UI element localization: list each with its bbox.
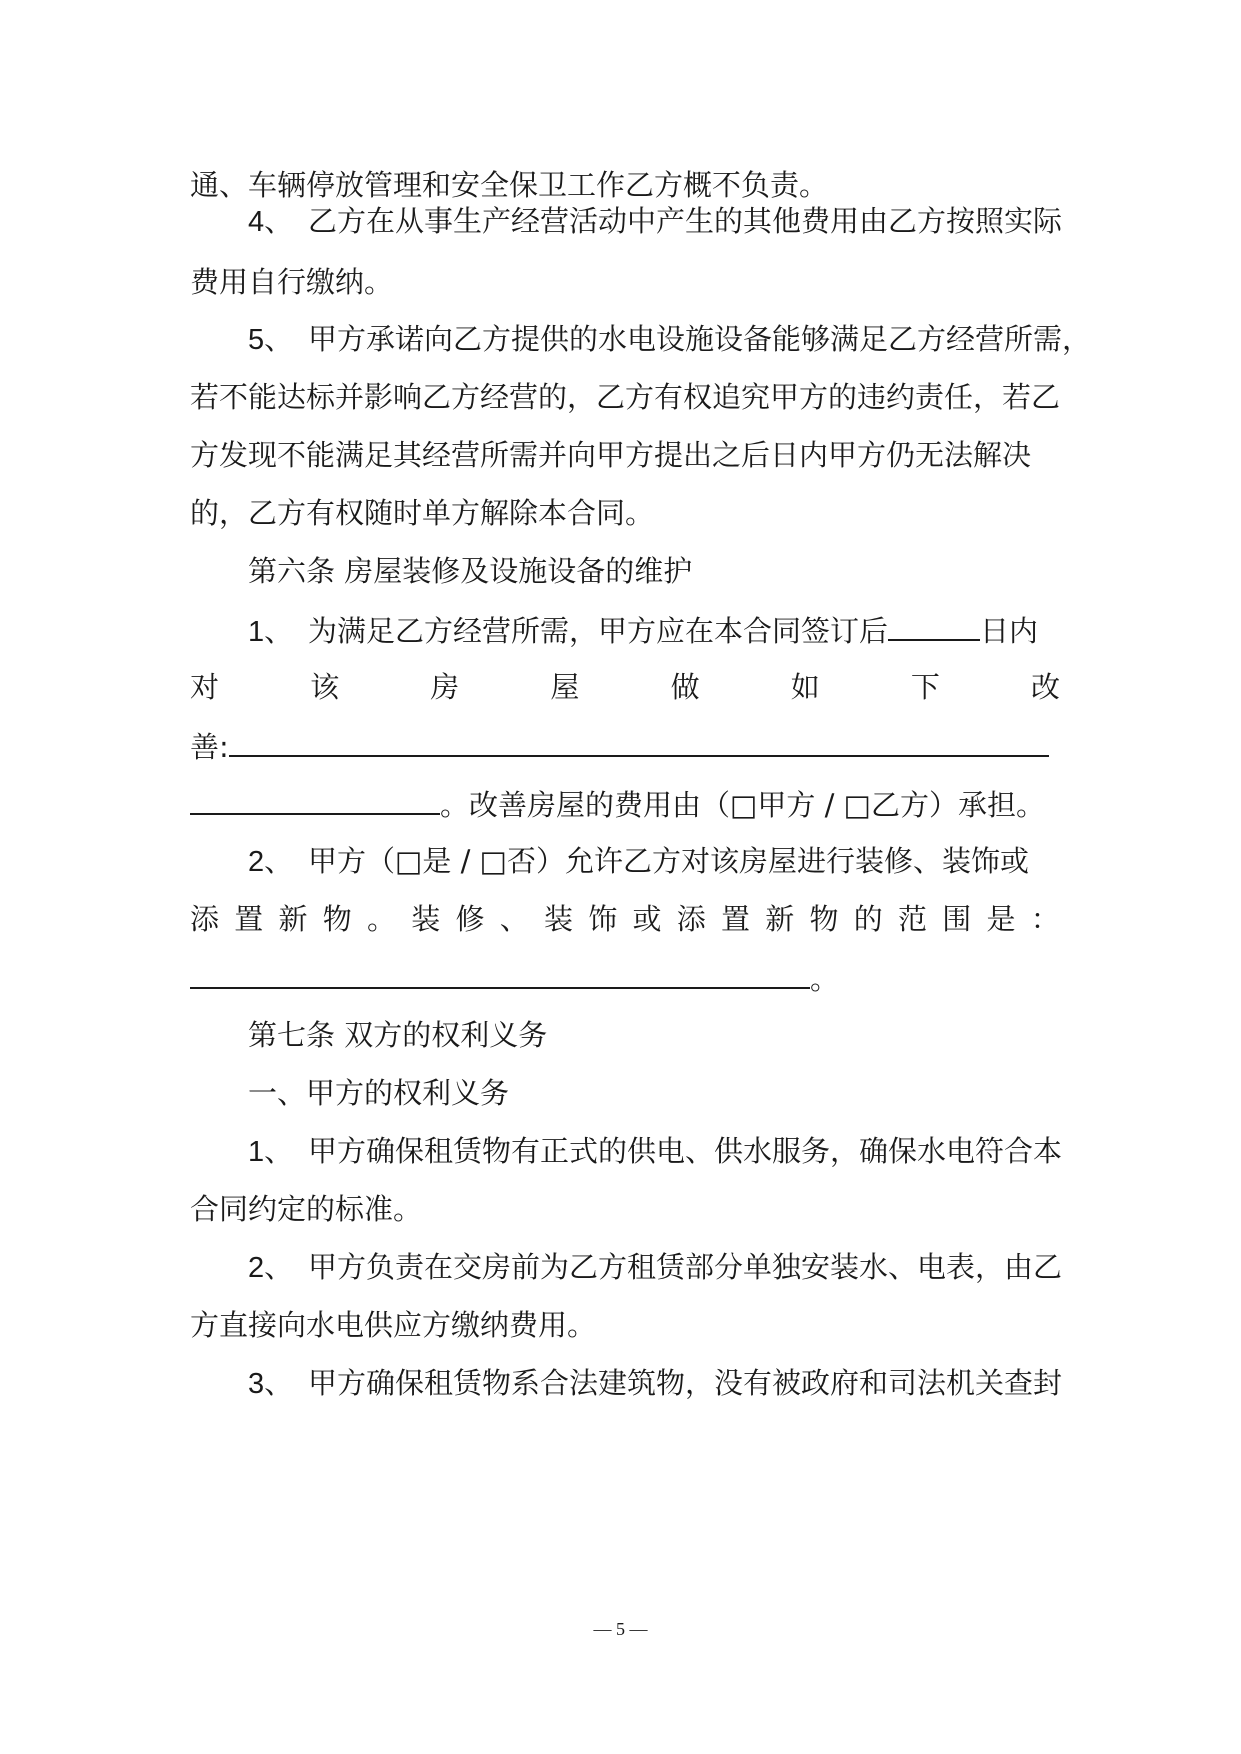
subsection-heading-text: 一、甲方的权利义务: [248, 1076, 510, 1110]
clause-item-2: [190, 837, 1060, 885]
justified-char: 装: [544, 902, 574, 936]
justified-char: 置: [234, 902, 264, 936]
line-text: 费用自行缴纳。: [190, 265, 394, 299]
fill-in-blank[interactable]: [888, 605, 980, 641]
justified-char: 范: [898, 902, 928, 936]
justified-text-row: [190, 663, 1060, 711]
section-heading: 第七条 双方的权利义务: [248, 1018, 548, 1052]
clause-item-2: [190, 1243, 1063, 1291]
justified-char: 改: [1030, 670, 1060, 704]
fill-in-line: [190, 953, 1060, 1001]
justified-char: 新: [278, 902, 308, 936]
line-text: 通、车辆停放管理和安全保卫工作乙方概不负责。: [190, 168, 829, 202]
justified-char: 房: [430, 670, 460, 704]
fill-in-blank[interactable]: [190, 953, 810, 989]
clause-item-1: [190, 1127, 1063, 1175]
item-number: 3、: [248, 1368, 294, 1400]
paragraph-line: [190, 431, 1060, 479]
justified-char: 置: [721, 902, 751, 936]
paragraph-line: [190, 258, 1060, 306]
line-text: 若不能达标并影响乙方经营的，乙方有权追究甲方的违约责任，若乙: [190, 380, 1061, 414]
justified-char: 围: [942, 902, 972, 936]
line-text: 。: [810, 962, 840, 996]
fill-in-line: [190, 721, 1060, 769]
line-text: 甲方承诺向乙方提供的水电设施设备能够满足乙方经营所需，: [308, 322, 1092, 356]
item-number: 2、: [248, 1252, 294, 1284]
justified-char: 下: [910, 670, 940, 704]
justified-char: 做: [670, 670, 700, 704]
section-heading-article-6: [190, 547, 1118, 595]
justified-char: 对: [190, 670, 220, 704]
item-number: 5、: [248, 324, 294, 356]
justified-char: 、: [499, 902, 529, 936]
fill-in-blank[interactable]: [229, 721, 1049, 757]
justified-char: 是: [986, 902, 1016, 936]
subsection-heading: [190, 1069, 1118, 1117]
justified-char: 新: [765, 902, 795, 936]
line-text: 方发现不能满足其经营所需并向甲方提出之后日内甲方仍无法解决: [190, 438, 1032, 472]
fill-in-blank[interactable]: [190, 779, 440, 815]
justified-text-row: [190, 895, 1060, 943]
justified-char: 或: [632, 902, 662, 936]
line-text: 为满足乙方经营所需，甲方应在本合同签订后: [308, 614, 889, 648]
line-text: 合同约定的标准。: [190, 1192, 423, 1226]
item-number: 4、: [248, 206, 294, 238]
line-text: 甲方（□是 / □否）允许乙方对该房屋进行装修、装饰或: [308, 844, 1030, 878]
justified-char: 添: [190, 902, 220, 936]
justified-char: 的: [853, 902, 883, 936]
justified-char: 修: [455, 902, 485, 936]
clause-item-4: [190, 197, 1063, 245]
line-text: 。改善房屋的费用由（□甲方 / □乙方）承担。: [440, 788, 1046, 822]
fill-in-line: [190, 779, 1060, 827]
justified-char: 物: [322, 902, 352, 936]
line-text: 乙方在从事生产经营活动中产生的其他费用由乙方按照实际: [308, 204, 1063, 238]
line-text: 的，乙方有权随时单方解除本合同。: [190, 496, 655, 530]
item-number: 2、: [248, 846, 294, 878]
line-text: 善:: [190, 730, 229, 764]
clause-item-3: [190, 1359, 1063, 1407]
item-number: 1、: [248, 616, 294, 648]
justified-char: 。: [367, 902, 397, 936]
paragraph-line: [190, 1185, 1060, 1233]
justified-char: 添: [676, 902, 706, 936]
section-heading-article-7: [190, 1011, 1118, 1059]
line-text: 方直接向水电供应方缴纳费用。: [190, 1308, 597, 1342]
paragraph-line: [190, 373, 1060, 421]
line-text: 甲方负责在交房前为乙方租赁部分单独安装水、电表，由乙: [308, 1250, 1063, 1284]
justified-char: 物: [809, 902, 839, 936]
clause-item-5: [190, 315, 1092, 363]
line-text: 甲方确保租赁物有正式的供电、供水服务，确保水电符合本: [308, 1134, 1063, 1168]
justified-char: 如: [790, 670, 820, 704]
justified-char: 该: [310, 670, 340, 704]
paragraph-line: [190, 1301, 1060, 1349]
line-text: 甲方确保租赁物系合法建筑物，没有被政府和司法机关查封: [308, 1366, 1063, 1400]
justified-line: [190, 663, 1060, 711]
paragraph-line: [190, 489, 1060, 537]
justified-char: 屋: [550, 670, 580, 704]
justified-char: ：: [1030, 902, 1060, 936]
justified-line: [190, 895, 1060, 943]
item-number: 1、: [248, 1136, 294, 1168]
justified-char: 装: [411, 902, 441, 936]
section-heading: 第六条 房屋装修及设施设备的维护: [248, 554, 693, 588]
justified-char: 饰: [588, 902, 618, 936]
clause-item-1: [190, 605, 1060, 653]
page-number: — 5 —: [593, 1619, 648, 1639]
line-text: 日内: [980, 614, 1039, 648]
